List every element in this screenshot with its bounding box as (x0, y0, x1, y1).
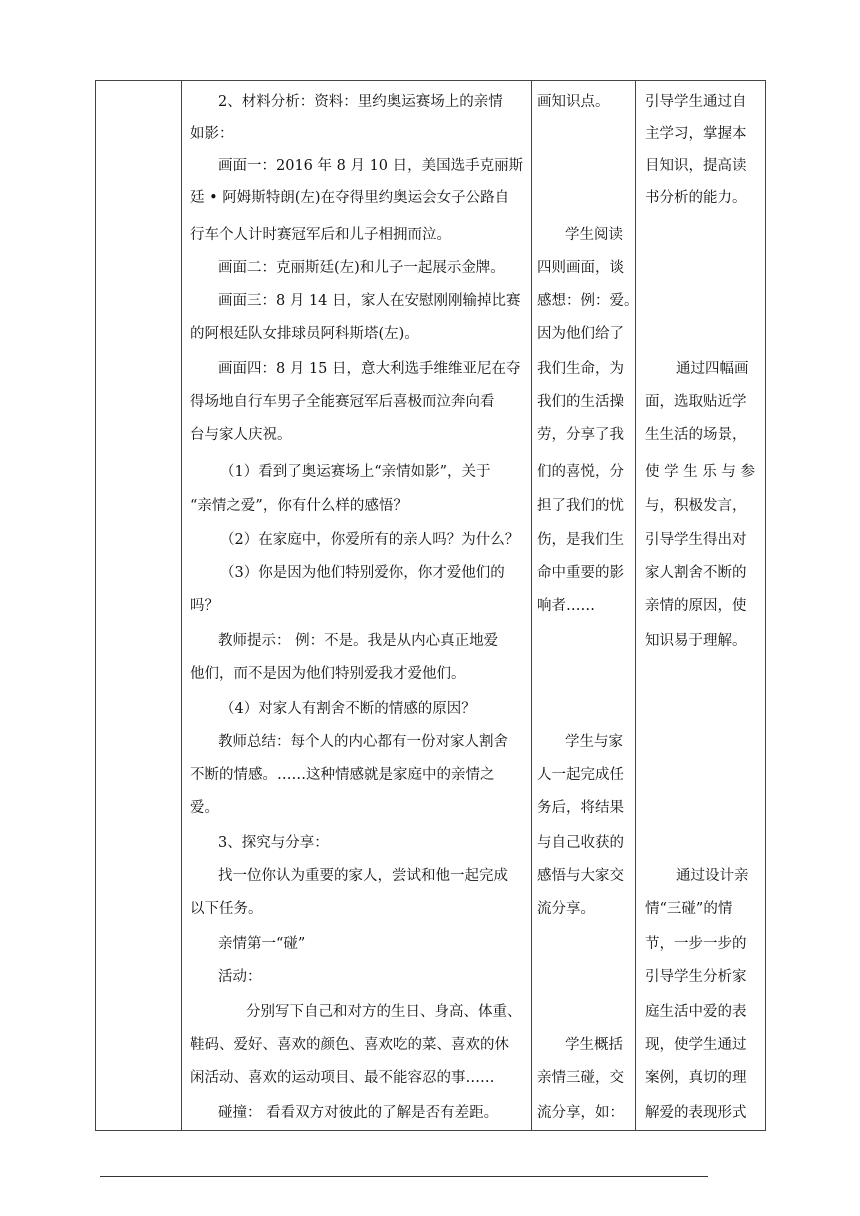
intent-line: 知识易于理解。 (645, 633, 747, 649)
intent-line: 主学习，掌握本 (645, 126, 747, 142)
process-line: 得场地自行车男子全能赛冠军后喜极而泣奔向看 (190, 394, 495, 410)
intent-line: 目知识，提高读 (645, 158, 747, 174)
intent-line: 庭生活中爱的表 (645, 1004, 747, 1020)
process-line: （1）看到了奥运赛场上“亲情如影”，关于 (220, 464, 491, 480)
student-line: 感想：例：爱。 (537, 293, 639, 309)
process-line: 的阿根廷队女排球员阿科斯塔(左)。 (190, 326, 419, 342)
process-line: 找一位你认为重要的家人，尝试和他一起完成 (218, 868, 508, 884)
intent-line: 引导学生通过自 (645, 94, 747, 110)
process-line: 教师提示： 例：不是。我是从内心真正地爱 (218, 633, 499, 649)
intent-line: 现，使学生通过 (645, 1037, 747, 1053)
student-line: 感悟与大家交 (537, 868, 624, 884)
process-line: 画面四：8 月 15 日，意大利选手维维亚尼在夺 (218, 361, 521, 377)
process-line: 廷 • 阿姆斯特朗(左)在夺得里约奥运会女子公路自 (190, 190, 510, 206)
student-line: 流分享，如： (537, 1105, 624, 1121)
footer-rule (100, 1176, 708, 1177)
process-line: 2、材料分析：资料：里约奥运赛场上的亲情 (218, 94, 503, 110)
process-line: 不断的情感。……这种情感就是家庭中的亲情之 (190, 767, 495, 783)
process-line: 行车个人计时赛冠军后和儿子相拥而泣。 (190, 227, 451, 243)
student-line: 们的喜悦，分 (537, 464, 624, 480)
process-line: 如影： (190, 126, 234, 142)
student-line: 劳，分享了我 (537, 427, 624, 443)
process-line: “亲情之爱”，你有什么样的感悟？ (190, 498, 408, 514)
student-line: 响者…… (537, 598, 595, 614)
process-line: 分别写下自己和对方的生日、身高、体重、 (246, 1004, 522, 1020)
process-line: 吗？ (190, 598, 219, 614)
process-line: 3、探究与分享： (218, 835, 329, 851)
intent-line: 生生活的场景， (645, 427, 747, 443)
student-line: 因为他们给了 (537, 326, 624, 342)
intent-line: 通过四幅画 (676, 361, 749, 377)
intent-line: 亲情的原因，使 (645, 598, 747, 614)
intent-line: 通过设计亲 (676, 868, 749, 884)
process-line: 爱。 (190, 800, 219, 816)
intent-line: 使 学 生 乐 与 参 (645, 464, 756, 480)
process-line: 他们，而不是因为他们特别爱我才爱他们。 (190, 666, 466, 682)
process-line: （3）你是因为他们特别爱你，你才爱他们的 (220, 565, 505, 581)
student-line: 我们的生活操 (537, 394, 624, 410)
process-line: 亲情第一“碰” (218, 936, 306, 952)
process-line: 活动： (218, 969, 262, 985)
intent-line: 解爱的表现形式 (645, 1105, 747, 1121)
student-line: 伤，是我们生 (537, 532, 624, 548)
process-line: 以下任务。 (190, 901, 263, 917)
student-line: 流分享。 (537, 901, 595, 917)
student-line: 与自己收获的 (537, 835, 624, 851)
process-line: 闲活动、喜欢的运动项目、最不能容忍的事…… (190, 1070, 495, 1086)
student-line: 学生与家 (565, 734, 623, 750)
process-line: （4）对家人有割舍不断的情感的原因？ (220, 701, 476, 717)
process-line: 画面一：2016 年 8 月 10 日，美国选手克丽斯 (218, 158, 524, 174)
column-divider (531, 81, 532, 1130)
process-line: 鞋码、爱好、喜欢的颜色、喜欢吃的菜、喜欢的休 (190, 1037, 509, 1053)
intent-line: 家人割舍不断的 (645, 565, 747, 581)
column-divider (181, 81, 182, 1130)
intent-line: 案例，真切的理 (645, 1070, 747, 1086)
process-line: 画面二：克丽斯廷(左)和儿子一起展示金牌。 (218, 260, 505, 276)
student-line: 四则画面，谈 (537, 260, 624, 276)
intent-line: 节，一步一步的 (645, 936, 747, 952)
student-line: 担了我们的忧 (537, 498, 624, 514)
intent-line: 引导学生分析家 (645, 969, 747, 985)
process-line: 碰撞： 看看双方对彼此的了解是否有差距。 (218, 1105, 499, 1121)
student-line: 画知识点。 (537, 94, 610, 110)
student-line: 学生概括 (565, 1037, 623, 1053)
process-line: 台与家人庆祝。 (190, 427, 292, 443)
process-line: 教师总结：每个人的内心都有一份对家人割舍 (218, 734, 508, 750)
intent-line: 与，积极发言， (645, 498, 747, 514)
process-line: （2）在家庭中，你爱所有的亲人吗？为什么？ (220, 532, 520, 548)
student-line: 亲情三碰，交 (537, 1070, 624, 1086)
column-divider (635, 81, 636, 1130)
intent-line: 情“三碰”的情 (645, 901, 733, 917)
student-line: 学生阅读 (565, 227, 623, 243)
student-line: 我们生命，为 (537, 361, 624, 377)
intent-line: 书分析的能力。 (645, 190, 747, 206)
student-line: 人一起完成任 (537, 767, 624, 783)
process-line: 画面三：8 月 14 日，家人在安慰刚刚输掉比赛 (218, 293, 521, 309)
intent-line: 引导学生得出对 (645, 532, 747, 548)
student-line: 命中重要的影 (537, 565, 624, 581)
intent-line: 面，选取贴近学 (645, 394, 747, 410)
student-line: 务后，将结果 (537, 800, 624, 816)
